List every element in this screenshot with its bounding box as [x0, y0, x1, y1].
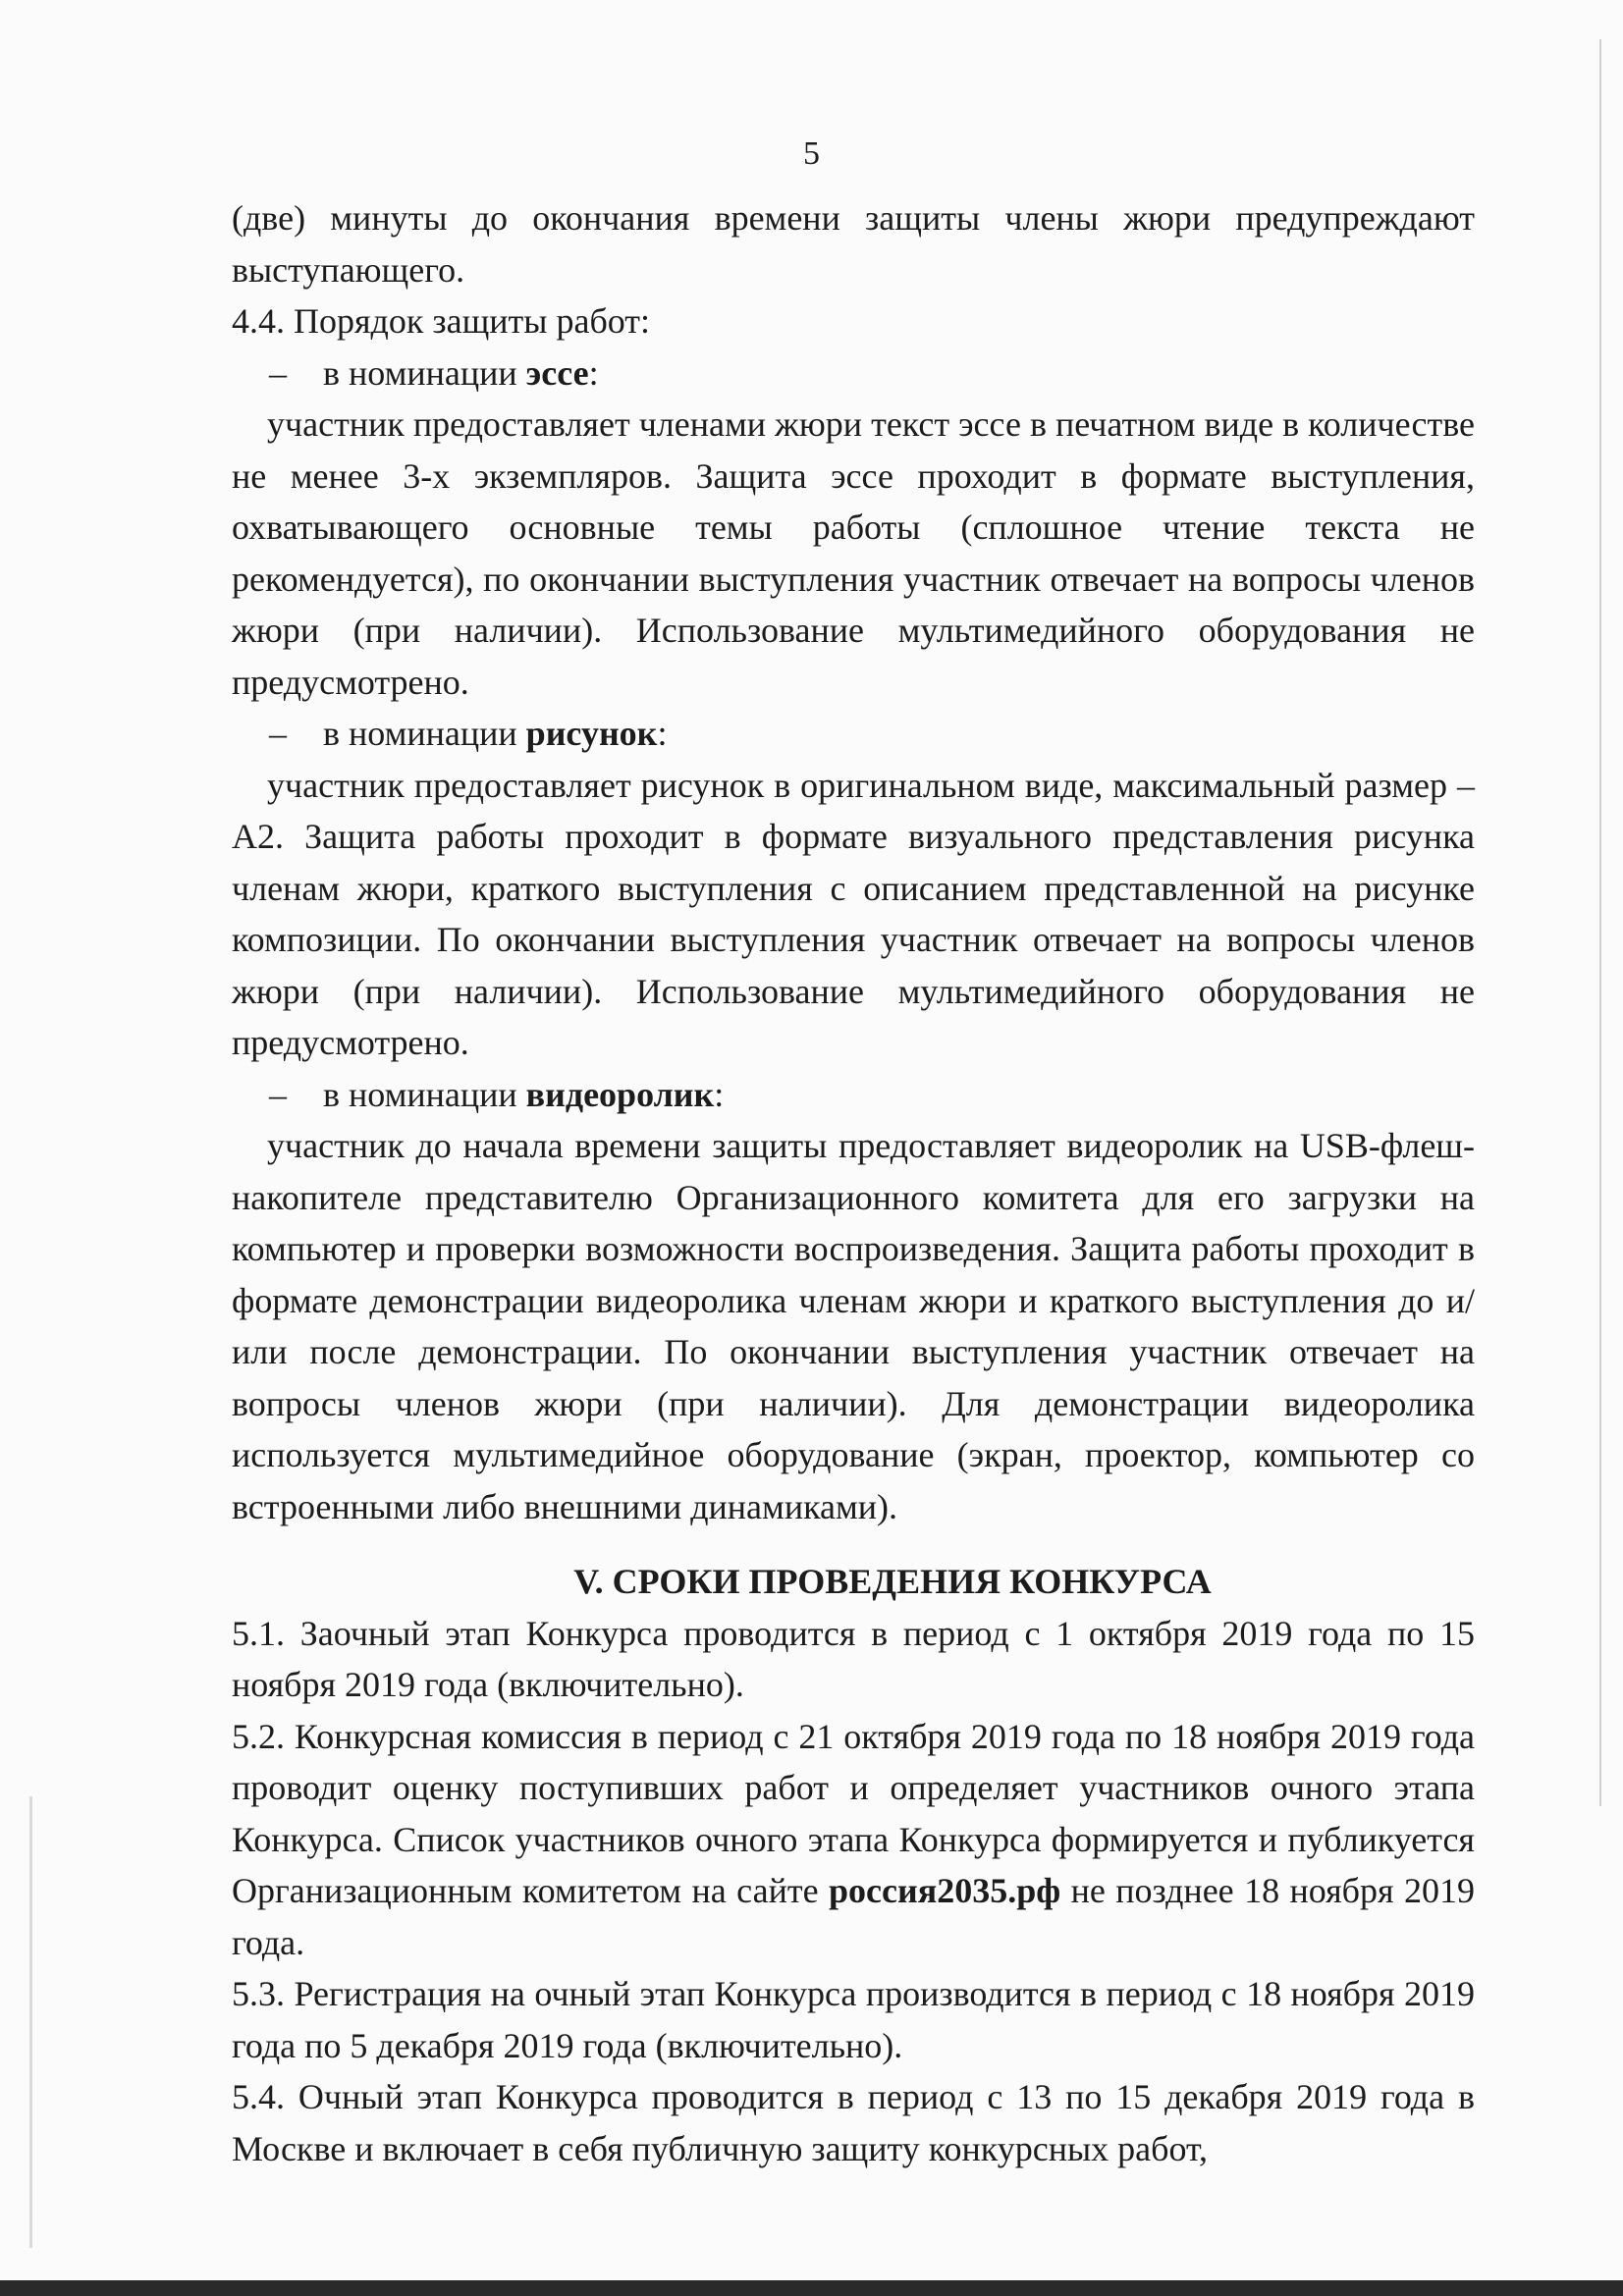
paragraph-5-4: 5.4. Очный этап Конкурса проводится в период с 13 по 15 декабря 2019 года в Москве и включает в себя публичную защиту конкурсных работ,	[232, 2077, 1475, 2168]
scan-edge-bottom	[0, 2280, 1623, 2296]
dash-marker: –	[269, 1074, 287, 1114]
video-body: участник до начала времени защиты предоставляет видеоролик на USB-флеш-накопителе представителю Организационного комитета для его загрузки на компьютер и проверки возможности воспроизведения. Защита работы проходит в формате демонстрации видеоролика членам жюри и краткого выступления до и/или после демонстрации. По окончании выступления участник отвечает на вопросы членов жюри (при наличии). Для демонстрации видеоролика используется мультимедийное оборудование (экран, проектор, компьютер со встроенными либо внешними динамиками).	[232, 1126, 1475, 1526]
essay-body: участник предоставляет членами жюри текст эссе в печатном виде в количестве не менее 3-х экземпляров. Защита эссе проходит в формате выступления, охватывающего основные темы работы (сплошное чтение текста не рекомендуется), по окончании выступления участник отвечает на вопросы членов жюри (при наличии). Использование мультимедийного оборудования не предусмотрено.	[232, 404, 1475, 702]
nomination-essay: эссе	[525, 352, 589, 393]
paragraph-5-2-text: 5.2. Конкурсная комиссия в период с 21 октября 2019 года по 18 ноября 2019 года проводит оценку поступивших работ и определяет участников очного этапа Конкурса. Список участников очного этапа Конкурса формируется и публикуется Организационным комитетом на сайте	[232, 1716, 1475, 1910]
drawing-nomination-line	[232, 708, 1475, 760]
paragraph-two-minutes: (две) минуты до окончания времени защиты члены жюри предупреждают выступающего.	[232, 198, 1475, 290]
nomination-suffix: :	[714, 1074, 725, 1114]
dash-marker: –	[269, 352, 287, 393]
section-heading: V. СРОКИ ПРОВЕДЕНИЯ КОНКУРСА	[573, 1562, 1212, 1601]
paragraph-5-2-tail: не позднее 18 ноября 2019 года.	[232, 1871, 1475, 1962]
paragraph-5-3: 5.3. Регистрация на очный этап Конкурса производится в период с 18 ноября 2019 года по 5 декабря 2019 года (включительно).	[232, 1974, 1475, 2065]
nomination-video: видеоролик	[525, 1074, 715, 1114]
nomination-suffix: :	[657, 714, 668, 753]
website-link[interactable]: россия2035.рф	[829, 1871, 1061, 1910]
document-body	[232, 192, 1475, 2174]
drawing-body: участник предоставляет рисунок в оригинальном виде, максимальный размер – А2. Защита работы проходит в формате визуального представления рисунка членам жюри, краткого выступления с описанием представленной на рисунке композиции. По окончании выступления участник отвечает на вопросы членов жюри (при наличии). Использование мультимедийного оборудования не предусмотрено.	[232, 765, 1475, 1062]
paragraph-4-4: 4.4. Порядок защиты работ:	[232, 301, 651, 341]
scan-edge-right	[1599, 39, 1601, 1806]
nomination-prefix: в номинации	[323, 352, 526, 393]
paragraph-5-1: 5.1. Заочный этап Конкурса проводится в период с 1 октября 2019 года по 15 ноября 2019 года (включительно).	[232, 1613, 1475, 1704]
nomination-drawing: рисунок	[525, 714, 658, 753]
page-number: 5	[803, 135, 820, 172]
essay-nomination-line	[232, 347, 1475, 400]
dash-marker: –	[269, 714, 287, 753]
paragraph-5-2	[232, 1711, 1475, 1969]
nomination-prefix: в номинации	[323, 714, 526, 753]
nomination-suffix: :	[588, 352, 599, 393]
nomination-prefix: в номинации	[323, 1074, 526, 1114]
video-nomination-line	[232, 1069, 1475, 1121]
scan-edge-left	[29, 1796, 32, 2248]
